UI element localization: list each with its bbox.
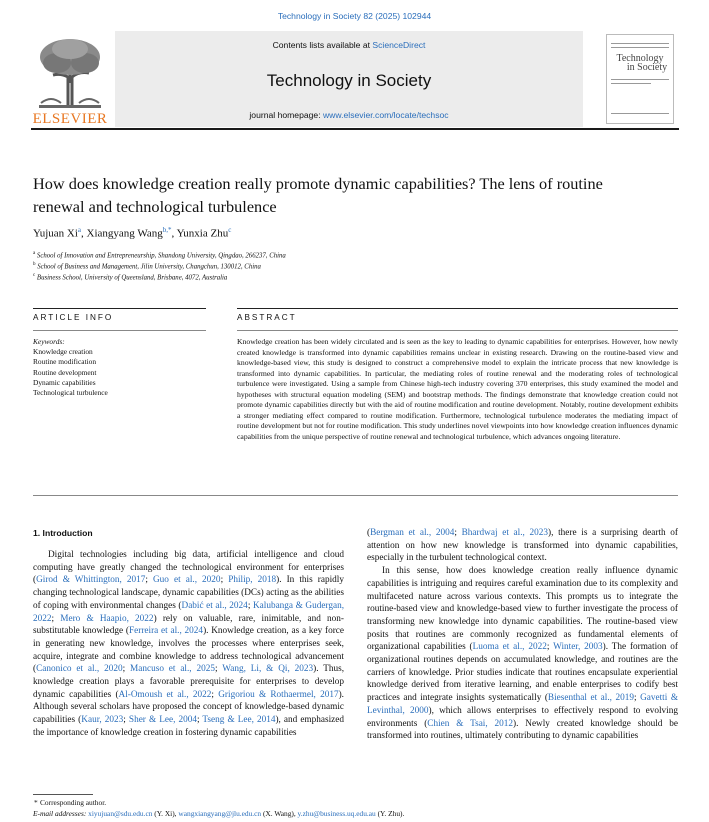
text-run: ), which allows enterprises to effectively respond to evolving environments ( [367, 705, 678, 729]
article-info-rule [33, 330, 206, 331]
reference-link[interactable]: Dabić et al., 2024 [181, 600, 248, 611]
reference-link[interactable]: Chien & Tsai, 2012 [427, 718, 514, 729]
homepage-line [115, 110, 583, 120]
footnote-rule [33, 794, 93, 795]
email-owner: (Y. Xi), [152, 809, 179, 818]
text-run: ; [247, 600, 253, 611]
affiliation-text: School of Business and Management, Jilin University, Changchun, 130012, China [35, 263, 261, 271]
homepage-prefix: journal homepage: [249, 110, 323, 120]
cover-title-line2: in Society [626, 62, 668, 73]
homepage-link[interactable]: www.elsevier.com/locate/techsoc [322, 110, 449, 120]
text-run: ). Knowledge creation, as a key force in generating new knowledge, involves the processes where enterprises seek, acquire, integrate and combine knowledge to address technological advancement ( [33, 626, 345, 675]
text-run: ; [633, 693, 641, 704]
affiliation-text: Business School, University of Queensland, Brisbane, 4072, Australia [35, 274, 228, 282]
author-name: Yunxia Zhu [176, 227, 229, 240]
reference-link[interactable]: Bergman et al., 2004 [370, 528, 455, 538]
email-addresses [33, 809, 404, 818]
paragraph [33, 549, 344, 740]
paper-title: How does knowledge creation really promote dynamic capabilities? The lens of routine renewal and technological turbulence [33, 174, 603, 216]
reference-link[interactable]: Luoma et al., 2022 [472, 642, 547, 653]
text-run: ). Newly created knowledge should be transformed into routines, ultimately contributing to dynamic capabilities [367, 718, 678, 742]
intro-right-column [367, 527, 678, 743]
keywords-label: Keywords: [33, 337, 65, 346]
text-run: ). Thus, knowledge creation plays a favorable prerequisite for enterprises to develop dynamic capabilities ( [33, 664, 345, 700]
affiliation-text: School of Innovation and Entrepreneurship, Shandong University, Qingdao, 266237, China [35, 252, 286, 260]
text-run: ) rely on valuable, rare, inimitable, and non-substitutable knowledge ( [33, 613, 344, 637]
reference-link[interactable]: Guo et al., 2020 [153, 575, 221, 586]
corresponding-author-note: * Corresponding author. [34, 798, 107, 807]
contents-prefix: Contents lists available at [272, 40, 373, 50]
text-run: ; [51, 613, 61, 624]
text-run: ; [211, 689, 219, 700]
reference-link[interactable]: Grigoriou & Rothaermel, 2017 [218, 689, 339, 700]
email-link[interactable]: wangxiangyang@jlu.edu.cn [178, 809, 262, 818]
sciencedirect-link[interactable]: ScienceDirect [372, 40, 426, 50]
author-list [33, 226, 231, 240]
keyword-item: Routine development [33, 367, 97, 377]
abstract-bottom-rule [33, 495, 678, 496]
reference-link[interactable]: Gavetti & Levinthal, 2000 [367, 693, 679, 716]
keyword-item: Knowledge creation [33, 347, 93, 356]
text-run: ( [367, 528, 371, 538]
reference-link[interactable]: Kaur, 2023 [81, 715, 124, 726]
affiliation-mark: a [33, 251, 36, 256]
keyword-item: Routine modification [33, 357, 97, 367]
journal-cover-icon [606, 34, 674, 124]
author-separator: , [81, 227, 87, 240]
cover-title-line1: Technology [616, 53, 664, 64]
article-info-heading: ARTICLE INFO [33, 313, 114, 322]
reference-link[interactable]: Sher & Lee, 2004 [128, 715, 197, 726]
keyword-item: Dynamic capabilities [33, 377, 96, 387]
reference-link[interactable]: Wang, Li, & Qi, 2023 [222, 664, 314, 675]
reference-link[interactable]: Bhardwaj et al., 2023 [461, 528, 549, 538]
affiliation [33, 273, 227, 281]
author-name: Yujuan Xi [33, 227, 78, 240]
affiliation [33, 251, 286, 259]
affiliation [33, 262, 261, 270]
abstract-heading: ABSTRACT [237, 313, 297, 322]
text-run: ; [546, 642, 554, 653]
paragraph [367, 527, 678, 565]
author-name: Xiangyang Wang [86, 227, 163, 240]
email-label: E-mail addresses: [33, 809, 89, 818]
text-run: ; [454, 528, 462, 538]
article-info-top-rule [33, 308, 206, 309]
header-rule [31, 128, 679, 130]
journal-title: Technology in Society [266, 71, 432, 90]
abstract-rule [237, 330, 678, 331]
author-separator: , [171, 227, 177, 240]
introduction-heading: 1. Introduction [33, 528, 93, 538]
paragraph [367, 565, 678, 743]
journal-header [31, 31, 679, 128]
email-link[interactable]: y.zhu@business.uq.edu.au [297, 809, 376, 818]
text-run: ), there is a surprising dearth of attention on how new knowledge is transformed into dynamic capabilities, especially in the turbulent technological context. [367, 528, 679, 564]
text-run: ). The formation of organizational routines depends on accumulated knowledge, and routines are the carriers of knowledge. Prior studies indicate that routines encapsulate experiential knowledge derived from iterative learning, and enable enterprises to codify best practices and integrate insights systematically ( [367, 642, 678, 704]
contents-line [115, 40, 583, 50]
text-run: ; [214, 664, 223, 675]
email-link[interactable]: xiyujuan@sdu.edu.cn [88, 809, 153, 818]
text-run: ; [122, 664, 131, 675]
reference-link[interactable]: Biesenthal et al., 2019 [547, 693, 634, 704]
email-owner: (X. Wang), [261, 809, 298, 818]
text-run: ; [220, 575, 229, 586]
reference-link[interactable]: Winter, 2003 [553, 642, 603, 653]
text-run: Digital technologies including big data, artificial intelligence and cloud computing have greatly changed the technological environment for enterprises ( [33, 550, 344, 586]
author-affiliation-mark[interactable]: c [228, 226, 232, 234]
reference-link[interactable]: Mero & Haapio, 2022 [60, 613, 154, 624]
author-affiliation-mark[interactable]: b,* [162, 226, 172, 234]
reference-link[interactable]: Kalubanga & Gudergan, 2022 [33, 600, 345, 624]
text-run: ). Although several scholars have proposed the concept of knowledge-based dynamic capabilities ( [33, 689, 344, 726]
text-run: ; [145, 575, 153, 586]
intro-left-column [33, 549, 344, 740]
elsevier-wordmark: ELSEVIER [32, 111, 108, 127]
reference-link[interactable]: Ferreira et al., 2024 [128, 626, 204, 637]
reference-link[interactable]: Canonico et al., 2020 [36, 664, 123, 675]
keyword-item: Technological turbulence [33, 388, 108, 398]
reference-link[interactable]: Girod & Whittington, 2017 [36, 575, 146, 586]
text-run: ; [123, 715, 129, 726]
abstract-text: Knowledge creation has been widely circulated and is seen as the key to leading to dynamic capabilities for enterprises. However, how newly created knowledge is transformed into dynamic capabilities remains unclear in existing research. Drawing on the routine-based view and knowledge-based view, this study is designed to construct a comprehensive model to explain the intricate process that new knowledge is transformed into dynamic capabilities. In particular, the mediating roles of routine renewal and the moderating roles of technological turbulence were investigated. Using a sample from Chinese high-tech industry covering 370 enterprises, this study examined the model and hypotheses with structural equation modeling (SEM) and bootstrap methods. The findings demonstrate that knowledge creation could not promote dynamic capabilities directly but with the aid of routine modification and routine development. Notably, routine development exhibits a stronger mediating effect compared to routine modification. Furthermore, technological turbulence moderates the mediating impact of routine development but not for routine modification. This study underlines novel viewpoints into how knowledge creation influences dynamic capabilities from the unique perspective of routine renewal and technological turbulence, which advances ongoing literature. [237, 337, 678, 441]
reference-link[interactable]: Al-Omoush et al., 2022 [118, 689, 212, 700]
affiliation-mark: b [33, 262, 36, 267]
email-owner: (Y. Zhu). [375, 809, 405, 818]
corresponding-author-text: Corresponding author. [40, 798, 107, 807]
cover-title [609, 54, 671, 72]
affiliation-mark: c [33, 273, 36, 278]
journal-citation[interactable]: Technology in Society 82 (2025) 102944 [277, 11, 432, 21]
reference-link[interactable]: Philip, 2018 [228, 575, 277, 586]
reference-link[interactable]: Mancuso et al., 2025 [130, 664, 215, 675]
abstract-top-rule [237, 308, 678, 309]
text-run: ), and emphasized the importance of knowledge creation in fostering dynamic capabilities [33, 715, 344, 738]
text-run: In this sense, how does knowledge creation really influence dynamic capabilities is intriguing and requires careful examination due to its complexity and multifaceted nature across various contexts. This prompts us to integrate the routine-based view and knowledge-based view to further investigate the process of transforming new knowledge into dynamic capabilities. The routine-based view posits that routines are commonly recognized as fundamental elements of organizational capabilities ( [367, 566, 678, 653]
elsevier-tree-logo-icon [31, 33, 109, 125]
text-run: ). In this rapidly changing technological landscape, dynamic capabilities (DCs) acting as the abilities of coping with environmental changes ( [33, 575, 344, 611]
reference-link[interactable]: Tseng & Lee, 2014 [202, 715, 276, 726]
header-band [115, 31, 583, 127]
author-affiliation-mark[interactable]: a [77, 226, 82, 234]
text-run: ; [196, 715, 203, 726]
